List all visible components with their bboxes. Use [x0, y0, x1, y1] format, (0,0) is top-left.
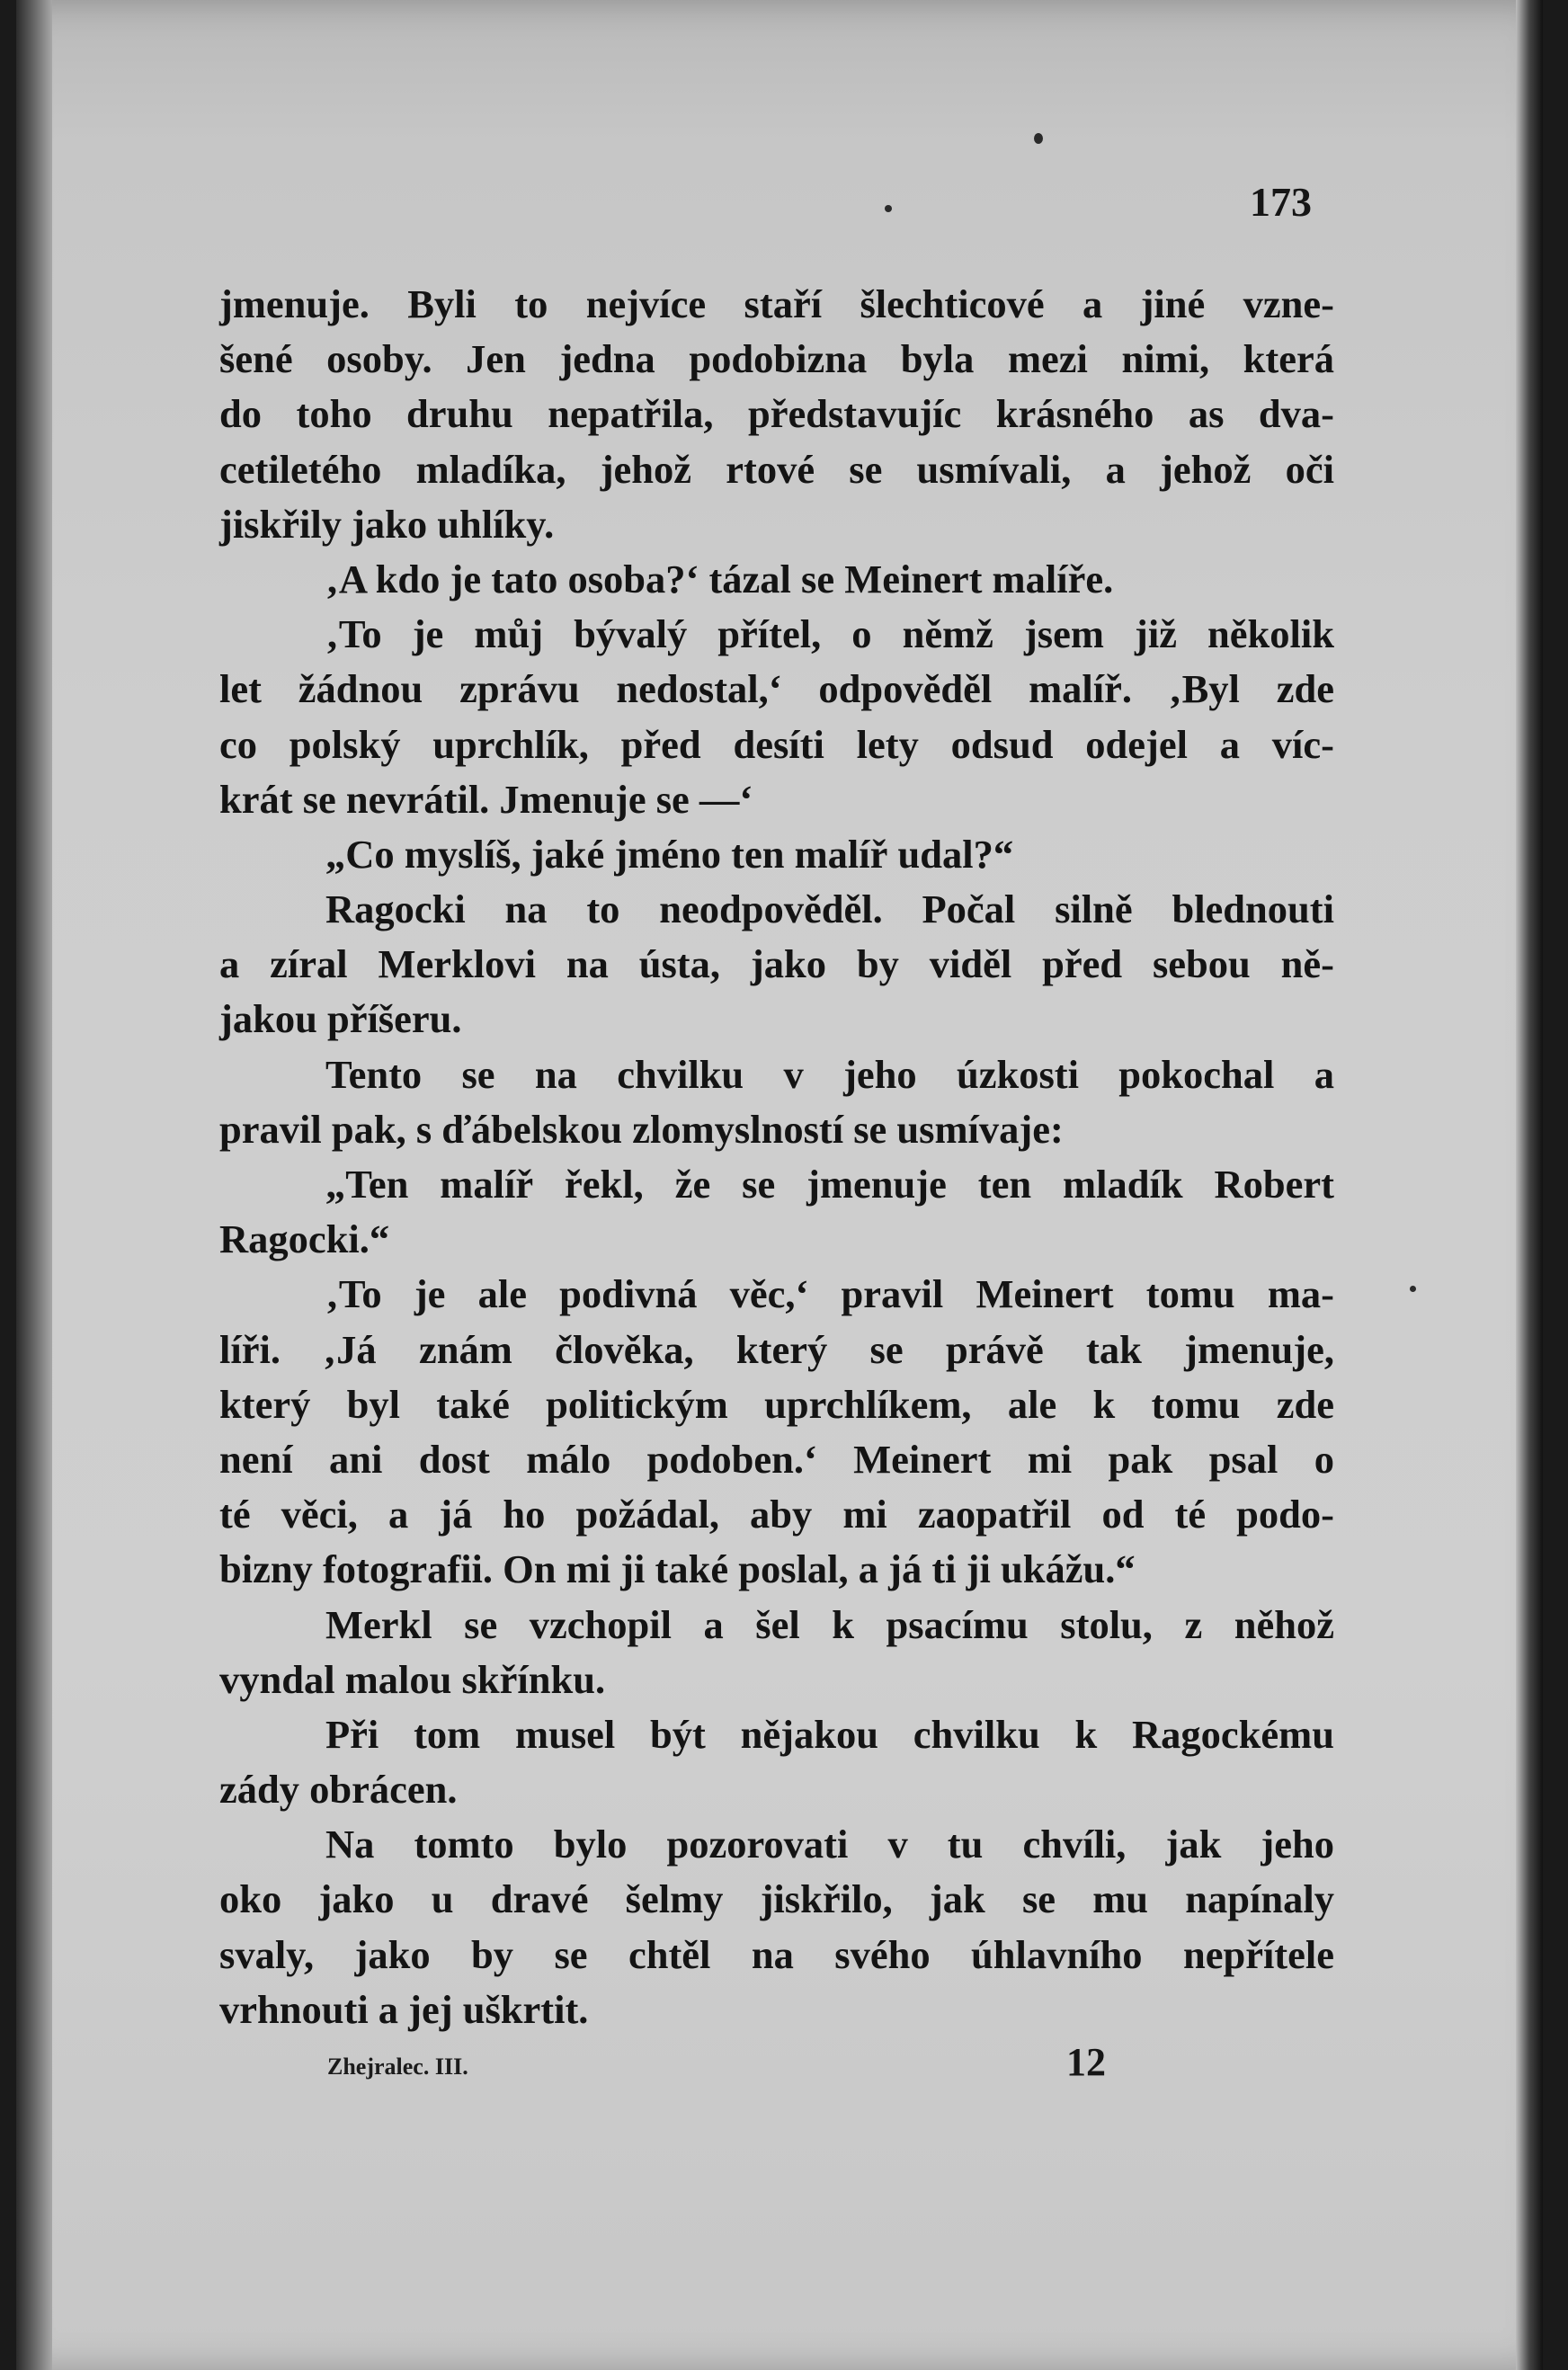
text-line: vrhnouti a jej uškrtit. [219, 1986, 589, 2032]
text-line: Tento se na chvilku v jeho úzkosti pokochal a [325, 1051, 1334, 1097]
text-line: zády obrácen. [219, 1767, 458, 1813]
text-line: Merkl se vzchopil a šel k psacímu stolu, z něhož [325, 1601, 1334, 1647]
text-line: ‚A kdo je tato osoba?‘ tázal se Meinert malíře. [325, 556, 1114, 601]
text-line: do toho druhu nepatřila, představujíc krásného as dva- [219, 391, 1334, 437]
text-line: svaly, jako by se chtěl na svého úhlavního nepřítele [219, 1931, 1334, 1977]
page-number: 173 [1250, 179, 1312, 225]
binding-shadow [16, 0, 52, 2370]
text-line: vyndal malou skřínku. [219, 1656, 606, 1702]
text-line: Ragocki na to neodpověděl. Počal silně blednouti [325, 887, 1334, 932]
ink-speck [1034, 133, 1043, 144]
text-line: krát se nevrátil. Jmenuje se —‘ [219, 776, 753, 822]
text-line: ‚To je ale podivná věc,‘ pravil Meinert tomu ma- [325, 1271, 1334, 1317]
book-page [16, 0, 1543, 2370]
text-line: bizny fotografii. On mi ji také poslal, a já ti ji ukážu.“ [219, 1546, 1136, 1592]
body-text [219, 277, 1334, 2037]
ink-speck [885, 205, 892, 212]
text-line: té věci, a já ho požádal, aby mi zaopatřil od té podo- [219, 1492, 1334, 1537]
text-line: oko jako u dravé šelmy jiskřilo, jak se mu napínaly [219, 1876, 1334, 1922]
text-line: cetiletého mladíka, jehož rtové se usmívali, a jehož oči [219, 446, 1334, 492]
text-line: a zíral Merklovi na ústa, jako by viděl před sebou ně- [219, 941, 1334, 987]
text-line: let žádnou zprávu nedostal,‘ odpověděl malíř. ‚Byl zde [219, 666, 1334, 712]
text-line: není ani dost málo podoben.‘ Meinert mi pak psal o [219, 1436, 1334, 1482]
text-line: „Co myslíš, jaké jméno ten malíř udal?“ [325, 831, 1014, 877]
printer-signature: Zhejralec. III. [327, 2054, 468, 2080]
text-line: který byl také politickým uprchlíkem, ale k tomu zde [219, 1381, 1334, 1427]
text-line: jakou příšeru. [219, 996, 462, 1042]
text-line: jiskřily jako uhlíky. [219, 501, 555, 547]
text-line: líři. ‚Já znám člověka, který se právě tak jmenuje, [219, 1326, 1334, 1372]
sheet-number: 12 [1066, 2040, 1106, 2084]
text-line: šené osoby. Jen jedna podobizna byla mezi nimi, která [219, 336, 1334, 382]
text-line: Na tomto bylo pozorovati v tu chvíli, jak jeho [325, 1822, 1334, 1867]
text-line: ‚To je můj bývalý přítel, o němž jsem již několik [325, 611, 1334, 657]
text-line: „Ten malíř řekl, že se jmenuje ten mladík Robert [325, 1162, 1334, 1207]
page-edge-shadow [1516, 0, 1543, 2370]
text-line: pravil pak, s ďábelskou zlomyslností se usmívaje: [219, 1106, 1064, 1152]
text-line: Ragocki.“ [219, 1216, 390, 1262]
ink-speck [1410, 1286, 1416, 1292]
text-line: co polský uprchlík, před desíti lety odsud odejel a víc- [219, 721, 1334, 767]
text-line: Při tom musel být nějakou chvilku k Ragockému [325, 1711, 1334, 1757]
text-line: jmenuje. Byli to nejvíce staří šlechticové a jiné vzne- [219, 281, 1334, 326]
